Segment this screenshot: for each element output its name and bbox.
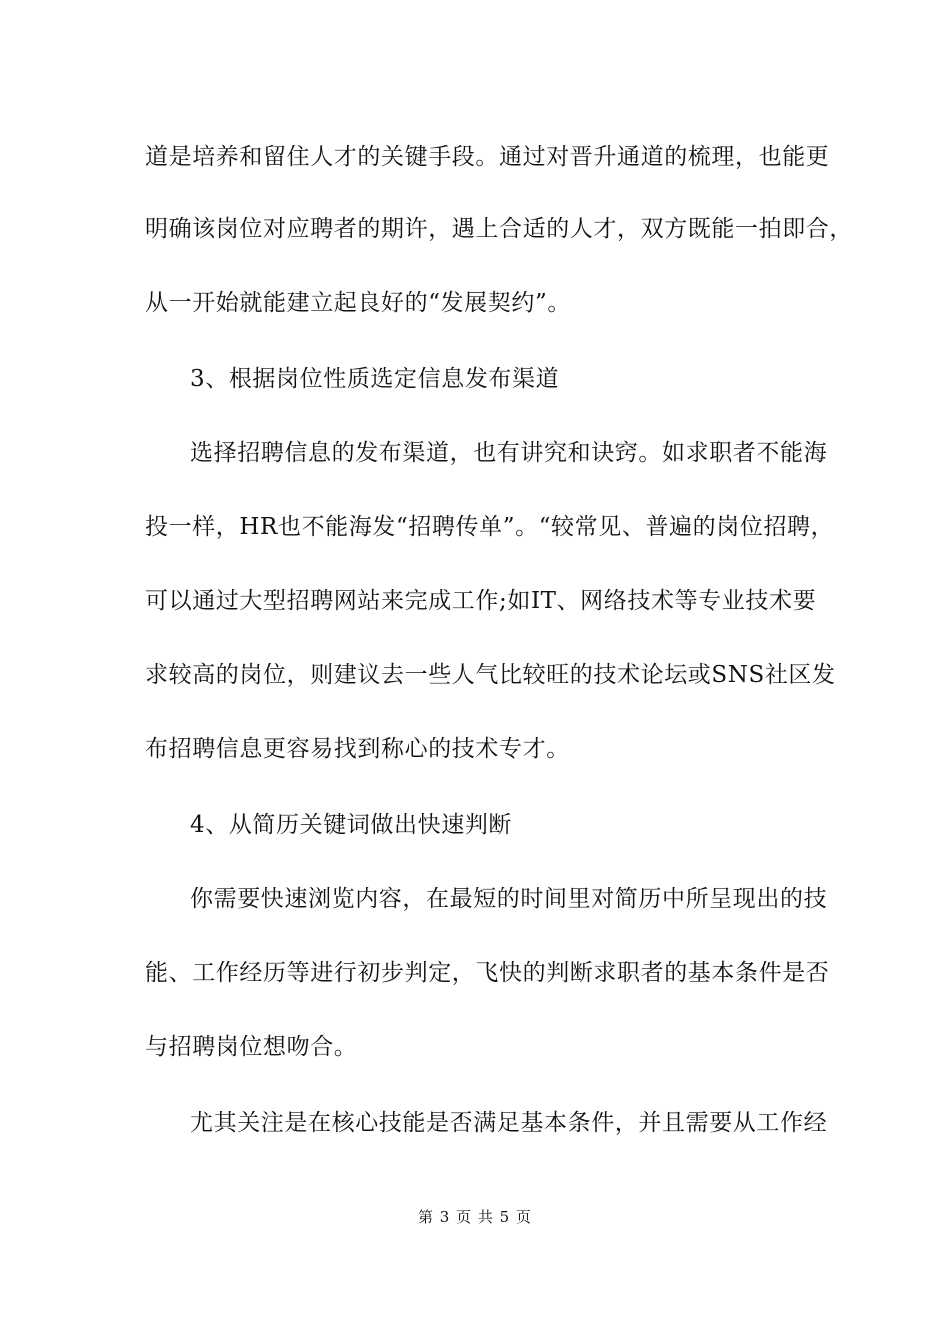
text-line-12: 能、工作经历等进行初步判定，飞快的判断求职者的基本条件是否 [145, 960, 830, 986]
text-line-8: 求较高的岗位，则建议去一些人气比较旺的技术论坛或SNS社区发 [145, 662, 836, 688]
text-line-9: 布招聘信息更容易找到称心的技术专才。 [145, 736, 570, 762]
text-line-2: 明确该岗位对应聘者的期许，遇上合适的人才，双方既能一拍即合， [145, 216, 853, 242]
text-line-1: 道是培养和留住人才的关键手段。通过对晋升通道的梳理，也能更 [145, 144, 830, 170]
text-line-11: 你需要快速浏览内容，在最短的时间里对简历中所呈现出的技 [190, 886, 828, 912]
text-line-14: 尤其关注是在核心技能是否满足基本条件，并且需要从工作经 [190, 1110, 828, 1136]
text-line-7: 可以通过大型招聘网站来完成工作;如IT、网络技术等专业技术要 [145, 588, 817, 614]
section-heading-4: 4、从简历关键词做出快速判断 [190, 812, 513, 838]
text-line-5: 选择招聘信息的发布渠道，也有讲究和诀窍。如求职者不能海 [190, 440, 828, 466]
text-line-3: 从一开始就能建立起良好的“发展契约”。 [145, 290, 571, 316]
text-line-6: 投一样，HR也不能海发“招聘传单”。“较常见、普遍的岗位招聘， [145, 514, 835, 540]
text-line-13: 与招聘岗位想吻合。 [145, 1034, 358, 1060]
page-footer: 第 3 页 共 5 页 [418, 1208, 532, 1226]
section-heading-3: 3、根据岗位性质选定信息发布渠道 [190, 366, 560, 392]
